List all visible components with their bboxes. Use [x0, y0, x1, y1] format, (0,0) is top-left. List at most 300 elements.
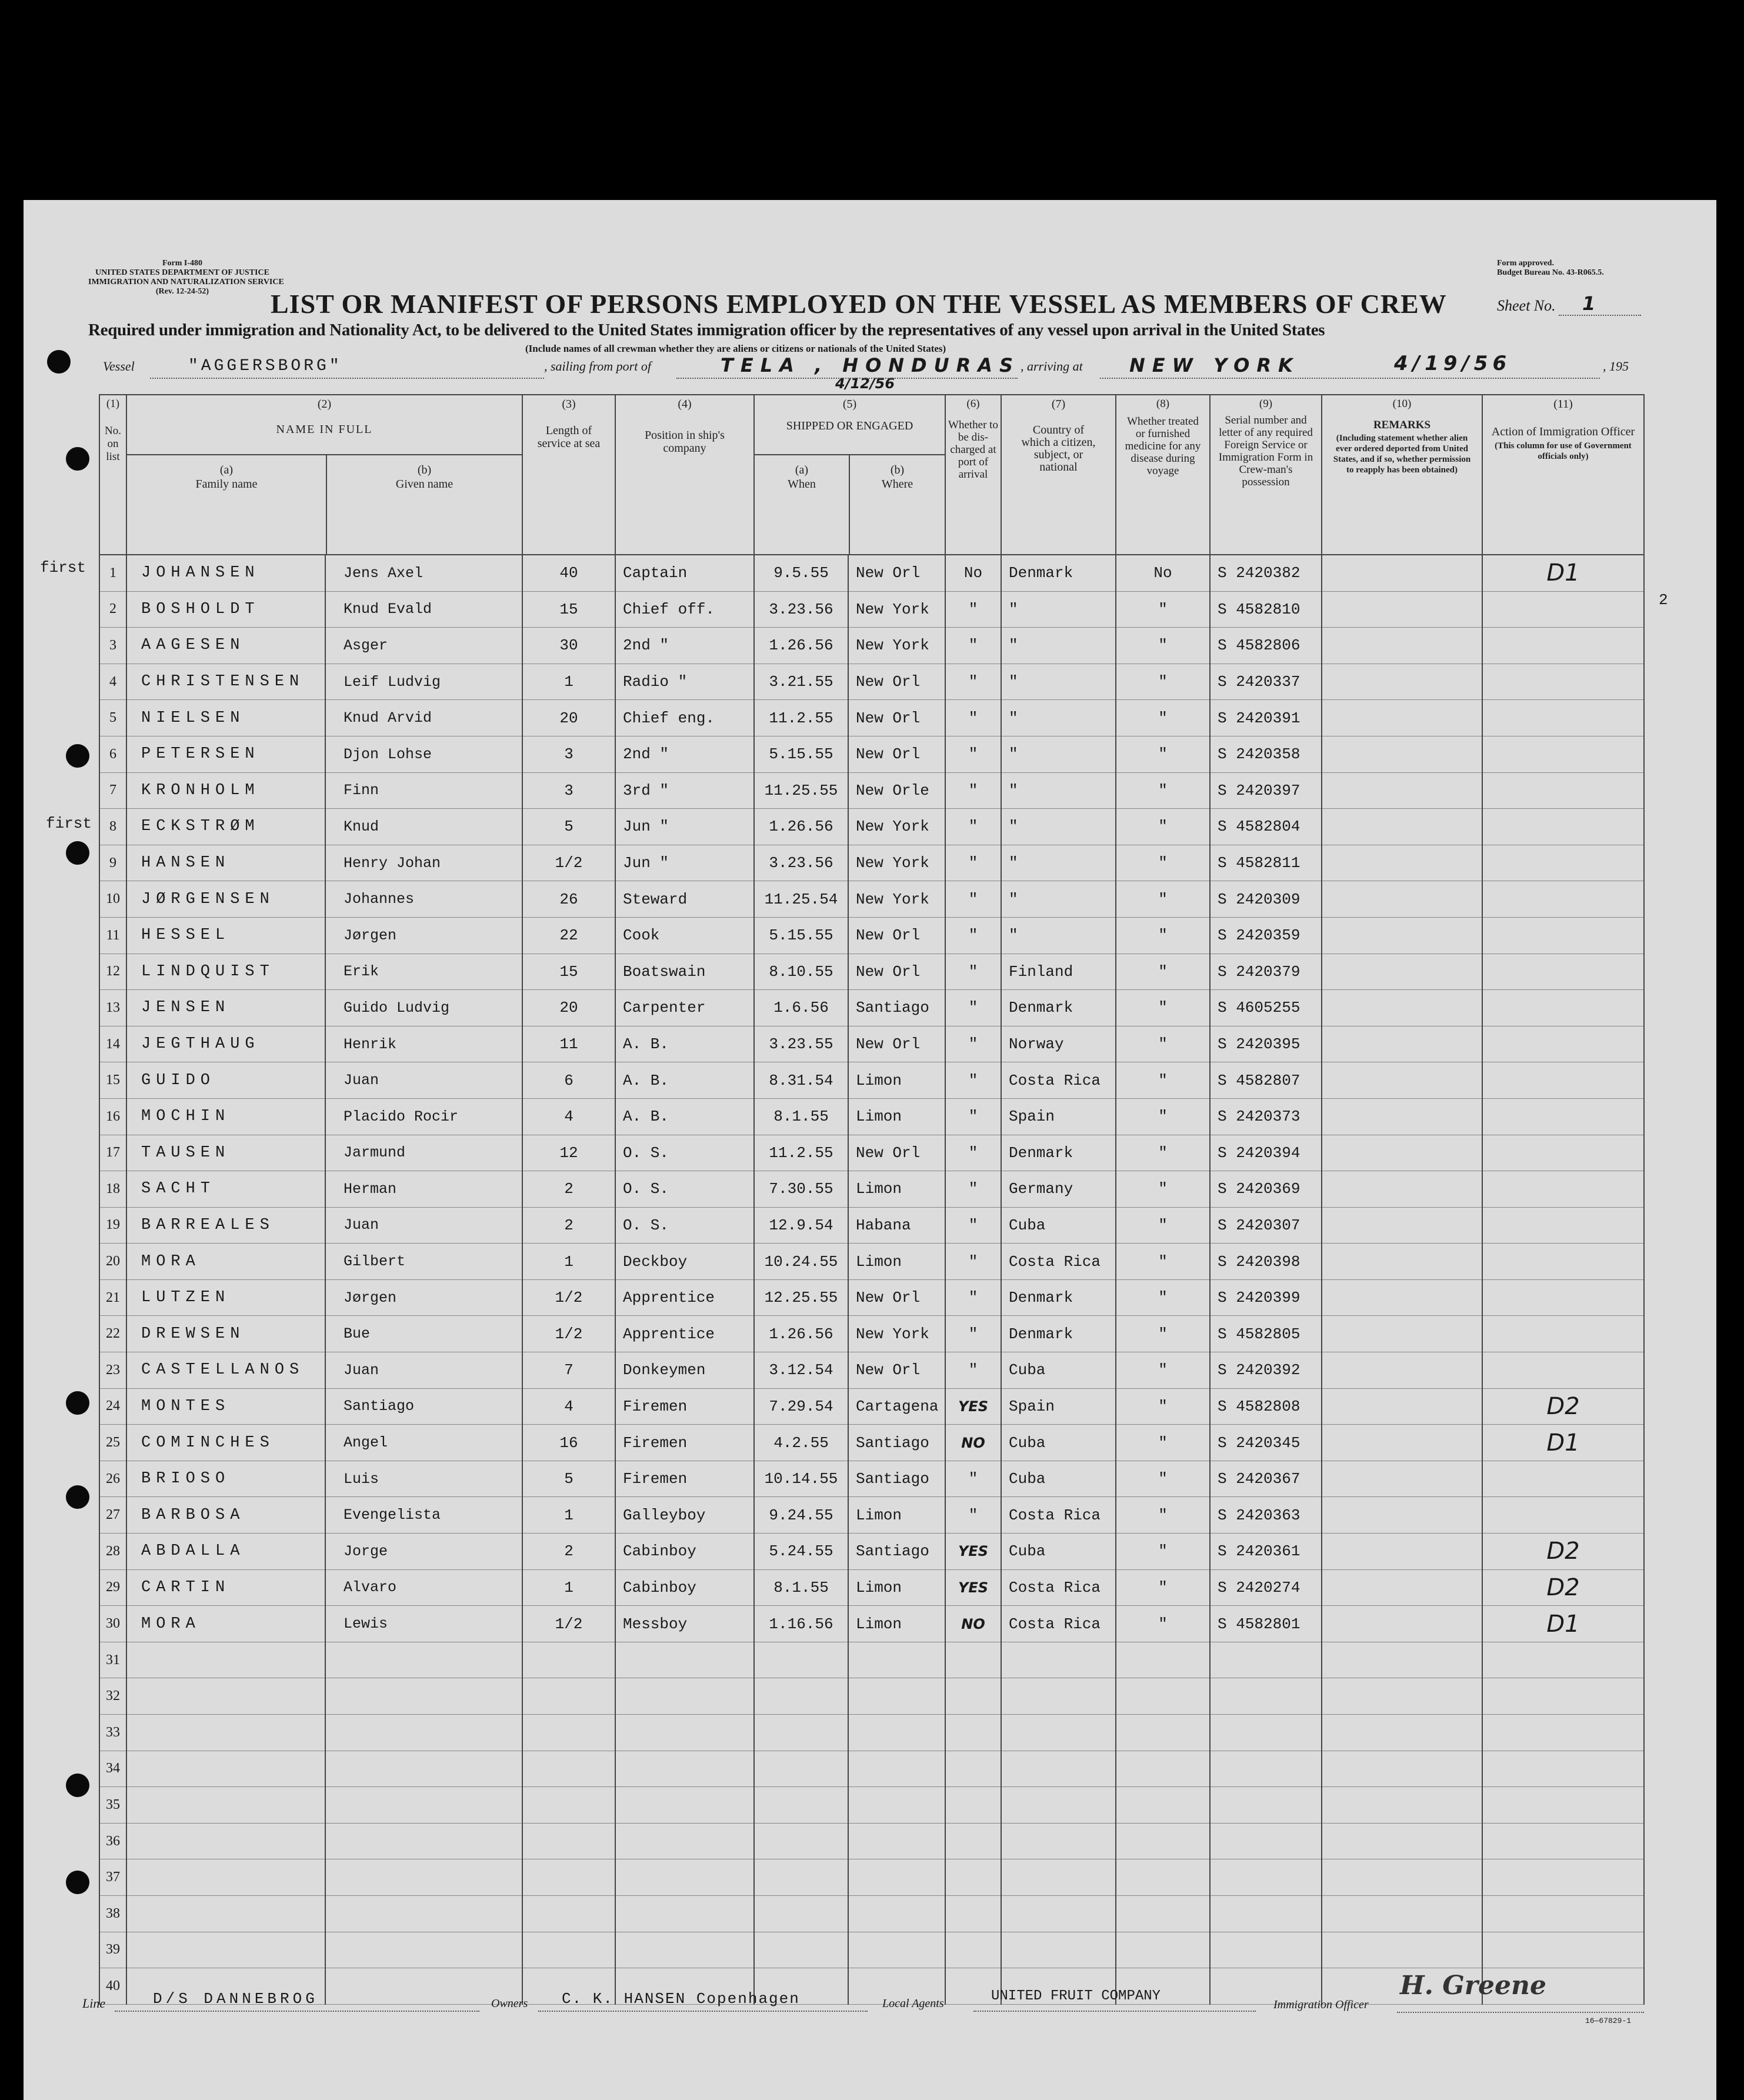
shipped-where-cell: Limon — [848, 1098, 945, 1135]
discharged-cell: " — [945, 1279, 1001, 1316]
treated-cell: " — [1116, 1062, 1210, 1099]
punch-hole — [66, 1774, 89, 1797]
treated-cell — [1116, 1895, 1210, 1932]
given-name-cell — [325, 1932, 522, 1968]
table-row — [99, 809, 1644, 845]
given-name-cell: Jørgen — [325, 1279, 522, 1316]
header-shipped-label: SHIPPED OR ENGAGED — [786, 419, 913, 432]
position-cell: Deckboy — [615, 1244, 754, 1280]
country-cell: Costa Rica — [1001, 1062, 1116, 1099]
table-row — [99, 1859, 1644, 1896]
given-name-cell: Luis — [325, 1461, 522, 1497]
shipped-where-cell: New Orl — [848, 1026, 945, 1062]
discharged-cell: " — [945, 917, 1001, 954]
given-name-cell: Knud — [325, 809, 522, 845]
family-name-cell: ABDALLA — [126, 1534, 325, 1570]
family-name-cell: MORA — [126, 1244, 325, 1280]
row-number-cell: 29 — [99, 1569, 126, 1606]
service-length-cell: 3 — [522, 736, 615, 772]
service-length-cell: 4 — [522, 1388, 615, 1425]
country-cell: Cuba — [1001, 1461, 1116, 1497]
row-number-cell: 19 — [99, 1207, 126, 1244]
shipped-when-cell: 3.21.55 — [754, 664, 848, 700]
service-length-cell — [522, 1859, 615, 1896]
given-name-cell: Erik — [325, 954, 522, 990]
family-name-cell: ECKSTRØM — [126, 809, 325, 845]
treated-cell: " — [1116, 1171, 1210, 1208]
remarks-cell — [1322, 1135, 1482, 1171]
family-name-cell — [126, 1823, 325, 1859]
discharged-cell: " — [945, 1461, 1001, 1497]
table-row — [99, 628, 1644, 664]
family-name-cell: MORA — [126, 1606, 325, 1642]
given-name-cell: Juan — [325, 1062, 522, 1099]
discharged-cell: " — [945, 1171, 1001, 1208]
country-cell: Finland — [1001, 954, 1116, 990]
treated-cell: " — [1116, 809, 1210, 845]
given-name-cell: Lewis — [325, 1606, 522, 1642]
department: UNITED STATES DEPARTMENT OF JUSTICE — [95, 268, 269, 277]
given-name-cell: Knud Arvid — [325, 700, 522, 736]
discharged-cell: " — [945, 1062, 1001, 1099]
family-name-cell — [126, 1642, 325, 1678]
shipped-where-cell: New Orl — [848, 1279, 945, 1316]
serial-number-cell: S 2420363 — [1210, 1497, 1322, 1534]
family-name-cell: CHRISTENSEN — [126, 664, 325, 700]
family-name-cell: BRIOSO — [126, 1461, 325, 1497]
treated-cell: " — [1116, 772, 1210, 809]
serial-number-cell: S 4582810 — [1210, 591, 1322, 628]
country-cell — [1001, 1895, 1116, 1932]
service-length-cell: 30 — [522, 628, 615, 664]
family-name-cell — [126, 1751, 325, 1787]
arrival-date: 4/19/56 — [1394, 352, 1512, 375]
remarks-cell — [1322, 1171, 1482, 1208]
service-length-cell — [522, 1678, 615, 1715]
service-length-cell: 1 — [522, 1497, 615, 1534]
margin-note-first: first — [46, 815, 92, 832]
discharged-cell — [945, 1642, 1001, 1678]
row-number-cell: 36 — [99, 1823, 126, 1859]
serial-number-cell: S 2420369 — [1210, 1171, 1322, 1208]
discharged-cell — [945, 1715, 1001, 1751]
serial-number-cell: S 4582808 — [1210, 1388, 1322, 1425]
treated-cell: " — [1116, 917, 1210, 954]
position-cell: Boatswain — [615, 954, 754, 990]
country-cell: " — [1001, 736, 1116, 772]
officer-label: Immigration Officer — [1273, 1998, 1369, 2011]
row-number-cell: 38 — [99, 1895, 126, 1932]
given-name-cell: Evengelista — [325, 1497, 522, 1534]
remarks-cell — [1322, 809, 1482, 845]
remarks-cell — [1322, 700, 1482, 736]
country-cell: Cuba — [1001, 1352, 1116, 1389]
revision: (Rev. 12-24-52) — [155, 287, 209, 296]
position-cell: Apprentice — [615, 1279, 754, 1316]
shipped-when-cell — [754, 1895, 848, 1932]
table-row — [99, 736, 1644, 772]
service-length-cell: 1 — [522, 664, 615, 700]
country-cell — [1001, 1751, 1116, 1787]
given-name-cell: Henry Johan — [325, 845, 522, 881]
row-number-cell: 25 — [99, 1425, 126, 1461]
table-header — [99, 395, 1644, 555]
shipped-where-cell — [848, 1715, 945, 1751]
header-remarks-label: REMARKS — [1373, 419, 1431, 431]
row-number-cell: 40 — [99, 1968, 126, 2005]
given-name-cell: Knud Evald — [325, 591, 522, 628]
shipped-when-cell — [754, 1678, 848, 1715]
officer-action-cell — [1482, 1171, 1644, 1208]
shipped-when-cell: 8.10.55 — [754, 954, 848, 990]
treated-cell — [1116, 1823, 1210, 1859]
remarks-cell — [1322, 1207, 1482, 1244]
shipped-where-cell — [848, 1895, 945, 1932]
shipped-where-cell: Santiago — [848, 1534, 945, 1570]
vessel-name: "AGGERSBORG" — [188, 357, 342, 375]
shipped-when-cell — [754, 1823, 848, 1859]
officer-action-cell — [1482, 1859, 1644, 1896]
departure-port: TELA , HONDURAS — [721, 354, 1021, 376]
service-length-cell: 15 — [522, 591, 615, 628]
shipped-when-cell: 7.29.54 — [754, 1388, 848, 1425]
service-length-cell: 1/2 — [522, 1279, 615, 1316]
shipped-where-cell: New Orl — [848, 700, 945, 736]
treated-cell: " — [1116, 1207, 1210, 1244]
country-cell: Spain — [1001, 1098, 1116, 1135]
treated-cell: " — [1116, 1497, 1210, 1534]
table-row — [99, 1425, 1644, 1461]
table-row — [99, 1352, 1644, 1389]
given-name-cell: Herman — [325, 1171, 522, 1208]
shipped-when-cell: 7.30.55 — [754, 1171, 848, 1208]
service-length-cell — [522, 1895, 615, 1932]
shipped-when-cell: 3.23.55 — [754, 1026, 848, 1062]
table-row — [99, 1388, 1644, 1425]
shipped-where-cell: New Orle — [848, 772, 945, 809]
punch-hole — [66, 1391, 89, 1415]
serial-number-cell: S 2420391 — [1210, 700, 1322, 736]
officer-action-cell — [1482, 917, 1644, 954]
remarks-cell — [1322, 1244, 1482, 1280]
shipped-when-cell: 1.26.56 — [754, 628, 848, 664]
serial-number-cell: S 4582804 — [1210, 809, 1322, 845]
country-cell: " — [1001, 700, 1116, 736]
table-row — [99, 664, 1644, 700]
table-row — [99, 1787, 1644, 1824]
officer-action-cell — [1482, 1316, 1644, 1352]
departure-date: 4/12/56 — [835, 375, 895, 392]
header-discharged-label: Whether to be dis-charged at port of arrival — [948, 419, 998, 481]
country-cell: Denmark — [1001, 990, 1116, 1026]
officer-action-cell: D1 — [1482, 1606, 1644, 1642]
table-row — [99, 1316, 1644, 1352]
shipped-when-cell: 3.23.56 — [754, 845, 848, 881]
position-cell — [615, 1751, 754, 1787]
row-number-cell: 24 — [99, 1388, 126, 1425]
treated-cell: " — [1116, 700, 1210, 736]
shipped-where-cell — [848, 1932, 945, 1968]
row-number-cell: 21 — [99, 1279, 126, 1316]
service-length-cell — [522, 1932, 615, 1968]
treated-cell — [1116, 1642, 1210, 1678]
remarks-cell — [1322, 1932, 1482, 1968]
officer-action-cell: D2 — [1482, 1388, 1644, 1425]
table-row — [99, 1932, 1644, 1968]
discharged-cell — [945, 1823, 1001, 1859]
table-row — [99, 845, 1644, 881]
shipped-when-cell: 11.2.55 — [754, 700, 848, 736]
country-cell: Denmark — [1001, 1135, 1116, 1171]
discharged-cell: YES — [945, 1569, 1001, 1606]
form-header-left — [88, 259, 284, 296]
country-cell: Cuba — [1001, 1207, 1116, 1244]
service-length-cell: 2 — [522, 1207, 615, 1244]
family-name-cell: MONTES — [126, 1388, 325, 1425]
position-cell: Jun " — [615, 845, 754, 881]
country-cell — [1001, 1715, 1116, 1751]
serial-number-cell: S 4582805 — [1210, 1316, 1322, 1352]
serial-number-cell: S 2420398 — [1210, 1244, 1322, 1280]
serial-number-cell: S 2420397 — [1210, 772, 1322, 809]
family-name-cell — [126, 1932, 325, 1968]
discharged-cell: " — [945, 1207, 1001, 1244]
family-name-cell: TAUSEN — [126, 1135, 325, 1171]
table-row — [99, 1823, 1644, 1859]
header-action-note: (This column for use of Government officials only) — [1495, 441, 1632, 461]
position-cell — [615, 1787, 754, 1824]
officer-action-cell — [1482, 1461, 1644, 1497]
arriving-label: , arriving at — [1021, 359, 1083, 374]
discharged-cell: YES — [945, 1534, 1001, 1570]
service-length-cell: 15 — [522, 954, 615, 990]
country-cell — [1001, 1787, 1116, 1824]
discharged-cell: " — [945, 736, 1001, 772]
given-name-cell: Gilbert — [325, 1244, 522, 1280]
treated-cell: " — [1116, 1098, 1210, 1135]
discharged-cell — [945, 1787, 1001, 1824]
remarks-cell — [1322, 917, 1482, 954]
discharged-cell: YES — [945, 1388, 1001, 1425]
country-cell: Costa Rica — [1001, 1497, 1116, 1534]
country-cell — [1001, 1859, 1116, 1896]
service-length-cell: 40 — [522, 555, 615, 591]
given-name-cell: Alvaro — [325, 1569, 522, 1606]
remarks-cell — [1322, 772, 1482, 809]
treated-cell: " — [1116, 1026, 1210, 1062]
row-number-cell: 4 — [99, 664, 126, 700]
position-cell: A. B. — [615, 1026, 754, 1062]
row-number-cell: 31 — [99, 1642, 126, 1678]
serial-number-cell: S 2420394 — [1210, 1135, 1322, 1171]
shipped-where-cell: Limon — [848, 1062, 945, 1099]
shipped-where-cell: Santiago — [848, 1461, 945, 1497]
table-row — [99, 1715, 1644, 1751]
shipped-where-cell: New York — [848, 628, 945, 664]
treated-cell: " — [1116, 1425, 1210, 1461]
family-name-cell: COMINCHES — [126, 1425, 325, 1461]
country-cell: " — [1001, 845, 1116, 881]
table-row — [99, 917, 1644, 954]
table-row — [99, 1207, 1644, 1244]
country-cell: Cuba — [1001, 1425, 1116, 1461]
position-cell: O. S. — [615, 1207, 754, 1244]
agents-label: Local Agents — [882, 1997, 944, 2010]
discharged-cell: " — [945, 809, 1001, 845]
officer-action-cell — [1482, 845, 1644, 881]
remarks-cell — [1322, 1098, 1482, 1135]
shipped-when-cell: 1.26.56 — [754, 1316, 848, 1352]
serial-number-cell — [1210, 1895, 1322, 1932]
arrival-line — [1100, 378, 1600, 379]
country-cell: " — [1001, 591, 1116, 628]
shipped-when-cell: 5.15.55 — [754, 736, 848, 772]
family-name-cell: SACHT — [126, 1171, 325, 1208]
shipped-where-cell: New Orl — [848, 736, 945, 772]
shipped-where-cell: New Orl — [848, 1352, 945, 1389]
serial-number-cell: S 2420395 — [1210, 1026, 1322, 1062]
treated-cell: " — [1116, 881, 1210, 918]
punch-hole — [47, 350, 71, 374]
discharged-cell: " — [945, 772, 1001, 809]
position-cell: 3rd " — [615, 772, 754, 809]
treated-cell: " — [1116, 954, 1210, 990]
discharged-cell: " — [945, 1497, 1001, 1534]
country-cell: Spain — [1001, 1388, 1116, 1425]
remarks-cell — [1322, 664, 1482, 700]
discharged-cell: NO — [945, 1425, 1001, 1461]
remarks-cell — [1322, 1062, 1482, 1099]
country-cell — [1001, 1678, 1116, 1715]
port-line — [676, 378, 1018, 379]
serial-number-cell: S 2420399 — [1210, 1279, 1322, 1316]
header-treated-label: Whether treated or furnished medicine for any disease during voyage — [1125, 415, 1201, 477]
treated-cell: " — [1116, 628, 1210, 664]
serial-number-cell — [1210, 1823, 1322, 1859]
row-number-cell: 10 — [99, 881, 126, 918]
serial-number-cell: S 2420359 — [1210, 917, 1322, 954]
service-length-cell: 26 — [522, 881, 615, 918]
position-cell: O. S. — [615, 1171, 754, 1208]
position-cell — [615, 1895, 754, 1932]
treated-cell — [1116, 1787, 1210, 1824]
given-name-cell — [325, 1895, 522, 1932]
treated-cell — [1116, 1859, 1210, 1896]
shipped-when-cell — [754, 1859, 848, 1896]
shipped-when-cell: 8.31.54 — [754, 1062, 848, 1099]
position-cell — [615, 1642, 754, 1678]
treated-cell: " — [1116, 1352, 1210, 1389]
position-cell: Firemen — [615, 1388, 754, 1425]
discharged-cell: " — [945, 591, 1001, 628]
officer-action-cell — [1482, 1895, 1644, 1932]
table-row — [99, 1098, 1644, 1135]
remarks-cell — [1322, 1895, 1482, 1932]
table-row — [99, 1279, 1644, 1316]
row-number-cell: 28 — [99, 1534, 126, 1570]
remarks-cell — [1322, 1352, 1482, 1389]
position-cell: Firemen — [615, 1461, 754, 1497]
row-number-cell: 22 — [99, 1316, 126, 1352]
given-name-cell: Guido Ludvig — [325, 990, 522, 1026]
remarks-cell — [1322, 1316, 1482, 1352]
serial-number-cell — [1210, 1642, 1322, 1678]
position-cell: Chief off. — [615, 591, 754, 628]
row-number-cell: 33 — [99, 1715, 126, 1751]
header-country-label: Country of which a citizen, subject, or national — [1021, 424, 1096, 474]
country-cell: " — [1001, 664, 1116, 700]
position-cell: Cabinboy — [615, 1569, 754, 1606]
country-cell: " — [1001, 917, 1116, 954]
serial-number-cell: S 4582801 — [1210, 1606, 1322, 1642]
sheet-number: 1 — [1582, 292, 1596, 315]
given-name-cell: Jarmund — [325, 1135, 522, 1171]
officer-action-cell — [1482, 1135, 1644, 1171]
given-name-cell — [325, 1787, 522, 1824]
shipped-when-cell: 10.24.55 — [754, 1244, 848, 1280]
country-cell: Costa Rica — [1001, 1569, 1116, 1606]
shipped-where-cell: New Orl — [848, 555, 945, 591]
serial-number-cell: S 4582806 — [1210, 628, 1322, 664]
country-cell — [1001, 1642, 1116, 1678]
officer-action-cell — [1482, 1715, 1644, 1751]
serial-number-cell: S 2420392 — [1210, 1352, 1322, 1389]
print-code: 16—67829-1 — [1585, 2016, 1632, 2025]
row-number-cell: 9 — [99, 845, 126, 881]
remarks-cell — [1322, 1026, 1482, 1062]
header-serial-label: Serial number and letter of any required Foreign Service or Immigration Form in Crew-man's possession — [1218, 414, 1313, 488]
row-number-cell: 27 — [99, 1497, 126, 1534]
shipped-where-cell: New Orl — [848, 954, 945, 990]
discharged-cell: " — [945, 664, 1001, 700]
position-cell — [615, 1859, 754, 1896]
remarks-cell — [1322, 591, 1482, 628]
family-name-cell: JØRGENSEN — [126, 881, 325, 918]
country-cell: " — [1001, 809, 1116, 845]
shipped-when-cell — [754, 1932, 848, 1968]
header-service: (3) Length of service at sea — [522, 395, 615, 555]
officer-action-cell — [1482, 990, 1644, 1026]
service-length-cell: 5 — [522, 809, 615, 845]
shipped-when-cell: 10.14.55 — [754, 1461, 848, 1497]
row-number-cell: 3 — [99, 628, 126, 664]
treated-cell: " — [1116, 664, 1210, 700]
country-cell: Denmark — [1001, 1279, 1116, 1316]
service-length-cell: 2 — [522, 1534, 615, 1570]
serial-number-cell — [1210, 1859, 1322, 1896]
given-name-cell: Santiago — [325, 1388, 522, 1425]
family-name-cell: MOCHIN — [126, 1098, 325, 1135]
row-number-cell: 34 — [99, 1751, 126, 1787]
shipped-when-cell: 3.12.54 — [754, 1352, 848, 1389]
table-row — [99, 772, 1644, 809]
position-cell: Galleyboy — [615, 1497, 754, 1534]
remarks-cell — [1322, 1715, 1482, 1751]
agents-name: UNITED FRUIT COMPANY — [991, 1988, 1161, 2004]
officer-action-cell — [1482, 881, 1644, 918]
serial-number-cell: S 4582807 — [1210, 1062, 1322, 1099]
service-length-cell: 12 — [522, 1135, 615, 1171]
vessel-label: Vessel — [103, 359, 135, 374]
position-cell: Steward — [615, 881, 754, 918]
serial-number-cell: S 2420337 — [1210, 664, 1322, 700]
given-name-cell: Angel — [325, 1425, 522, 1461]
treated-cell: " — [1116, 1461, 1210, 1497]
remarks-cell — [1322, 1388, 1482, 1425]
table-row — [99, 990, 1644, 1026]
serial-number-cell — [1210, 1787, 1322, 1824]
given-name-cell — [325, 1642, 522, 1678]
